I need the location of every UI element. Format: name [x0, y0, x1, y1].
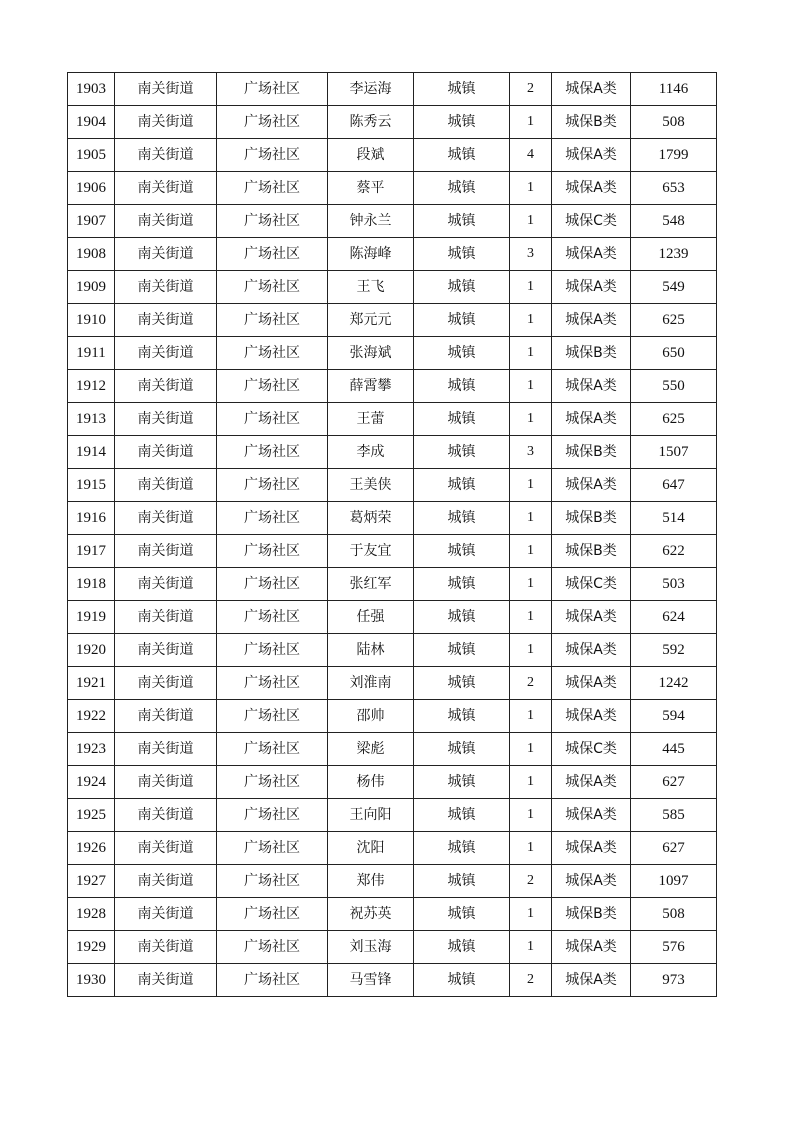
amount-cell: 592 [631, 634, 717, 667]
household-size-cell: 1 [510, 601, 552, 634]
amount-cell: 650 [631, 337, 717, 370]
name-cell: 张红军 [328, 568, 414, 601]
insurance-category-cell: 城保C类 [552, 733, 631, 766]
household-type-cell: 城镇 [414, 799, 510, 832]
name-cell: 钟永兰 [328, 205, 414, 238]
table-body [68, 73, 717, 997]
insurance-category-cell: 城保A类 [552, 931, 631, 964]
table-row [68, 931, 717, 964]
insurance-category-cell: 城保B类 [552, 898, 631, 931]
household-size-cell: 2 [510, 964, 552, 997]
community-cell: 广场社区 [217, 964, 328, 997]
household-size-cell: 2 [510, 865, 552, 898]
table-row [68, 865, 717, 898]
household-size-cell: 1 [510, 799, 552, 832]
insurance-category-cell: 城保A类 [552, 271, 631, 304]
row-number-cell: 1915 [68, 469, 115, 502]
community-cell: 广场社区 [217, 766, 328, 799]
street-office-cell: 南关街道 [115, 601, 217, 634]
household-size-cell: 2 [510, 667, 552, 700]
amount-cell: 576 [631, 931, 717, 964]
household-type-cell: 城镇 [414, 172, 510, 205]
community-cell: 广场社区 [217, 304, 328, 337]
row-number-cell: 1928 [68, 898, 115, 931]
name-cell: 马雪锋 [328, 964, 414, 997]
row-number-cell: 1920 [68, 634, 115, 667]
name-cell: 杨伟 [328, 766, 414, 799]
household-size-cell: 1 [510, 733, 552, 766]
household-size-cell: 3 [510, 436, 552, 469]
household-size-cell: 1 [510, 700, 552, 733]
amount-cell: 1146 [631, 73, 717, 106]
name-cell: 王向阳 [328, 799, 414, 832]
table-row [68, 898, 717, 931]
household-size-cell: 1 [510, 337, 552, 370]
table-row [68, 733, 717, 766]
insurance-category-cell: 城保A类 [552, 832, 631, 865]
table-row [68, 799, 717, 832]
community-cell: 广场社区 [217, 667, 328, 700]
community-cell: 广场社区 [217, 601, 328, 634]
household-type-cell: 城镇 [414, 898, 510, 931]
row-number-cell: 1927 [68, 865, 115, 898]
insurance-category-cell: 城保A类 [552, 370, 631, 403]
name-cell: 李成 [328, 436, 414, 469]
table-row [68, 535, 717, 568]
street-office-cell: 南关街道 [115, 304, 217, 337]
household-type-cell: 城镇 [414, 139, 510, 172]
row-number-cell: 1907 [68, 205, 115, 238]
name-cell: 段斌 [328, 139, 414, 172]
name-cell: 李运海 [328, 73, 414, 106]
household-size-cell: 1 [510, 634, 552, 667]
community-cell: 广场社区 [217, 898, 328, 931]
insurance-category-cell: 城保A类 [552, 172, 631, 205]
table-row [68, 766, 717, 799]
street-office-cell: 南关街道 [115, 469, 217, 502]
street-office-cell: 南关街道 [115, 766, 217, 799]
community-cell: 广场社区 [217, 700, 328, 733]
community-cell: 广场社区 [217, 469, 328, 502]
street-office-cell: 南关街道 [115, 799, 217, 832]
row-number-cell: 1923 [68, 733, 115, 766]
street-office-cell: 南关街道 [115, 172, 217, 205]
row-number-cell: 1904 [68, 106, 115, 139]
table-row [68, 304, 717, 337]
amount-cell: 1239 [631, 238, 717, 271]
household-type-cell: 城镇 [414, 370, 510, 403]
household-size-cell: 1 [510, 271, 552, 304]
community-cell: 广场社区 [217, 73, 328, 106]
row-number-cell: 1924 [68, 766, 115, 799]
row-number-cell: 1914 [68, 436, 115, 469]
household-size-cell: 1 [510, 205, 552, 238]
amount-cell: 548 [631, 205, 717, 238]
street-office-cell: 南关街道 [115, 139, 217, 172]
household-size-cell: 3 [510, 238, 552, 271]
amount-cell: 1799 [631, 139, 717, 172]
table-row [68, 403, 717, 436]
insurance-category-cell: 城保B类 [552, 106, 631, 139]
amount-cell: 1242 [631, 667, 717, 700]
household-type-cell: 城镇 [414, 271, 510, 304]
street-office-cell: 南关街道 [115, 403, 217, 436]
insurance-category-cell: 城保C类 [552, 568, 631, 601]
street-office-cell: 南关街道 [115, 271, 217, 304]
amount-cell: 622 [631, 535, 717, 568]
household-type-cell: 城镇 [414, 964, 510, 997]
household-size-cell: 1 [510, 106, 552, 139]
insurance-category-cell: 城保A类 [552, 139, 631, 172]
amount-cell: 503 [631, 568, 717, 601]
row-number-cell: 1909 [68, 271, 115, 304]
community-cell: 广场社区 [217, 271, 328, 304]
street-office-cell: 南关街道 [115, 238, 217, 271]
table-row [68, 634, 717, 667]
table-row [68, 832, 717, 865]
data-table [67, 72, 717, 997]
household-type-cell: 城镇 [414, 832, 510, 865]
insurance-category-cell: 城保B类 [552, 436, 631, 469]
name-cell: 蔡平 [328, 172, 414, 205]
name-cell: 王美侠 [328, 469, 414, 502]
amount-cell: 585 [631, 799, 717, 832]
community-cell: 广场社区 [217, 799, 328, 832]
street-office-cell: 南关街道 [115, 931, 217, 964]
street-office-cell: 南关街道 [115, 436, 217, 469]
insurance-category-cell: 城保A类 [552, 667, 631, 700]
street-office-cell: 南关街道 [115, 733, 217, 766]
household-type-cell: 城镇 [414, 568, 510, 601]
row-number-cell: 1913 [68, 403, 115, 436]
household-type-cell: 城镇 [414, 700, 510, 733]
table-row [68, 337, 717, 370]
household-type-cell: 城镇 [414, 634, 510, 667]
household-type-cell: 城镇 [414, 205, 510, 238]
name-cell: 陆林 [328, 634, 414, 667]
name-cell: 王蕾 [328, 403, 414, 436]
street-office-cell: 南关街道 [115, 964, 217, 997]
insurance-category-cell: 城保A类 [552, 799, 631, 832]
household-size-cell: 1 [510, 931, 552, 964]
row-number-cell: 1922 [68, 700, 115, 733]
insurance-category-cell: 城保A类 [552, 238, 631, 271]
table-row [68, 106, 717, 139]
row-number-cell: 1912 [68, 370, 115, 403]
household-size-cell: 4 [510, 139, 552, 172]
amount-cell: 625 [631, 304, 717, 337]
community-cell: 广场社区 [217, 931, 328, 964]
community-cell: 广场社区 [217, 403, 328, 436]
row-number-cell: 1930 [68, 964, 115, 997]
amount-cell: 594 [631, 700, 717, 733]
name-cell: 刘淮南 [328, 667, 414, 700]
household-type-cell: 城镇 [414, 502, 510, 535]
row-number-cell: 1906 [68, 172, 115, 205]
street-office-cell: 南关街道 [115, 502, 217, 535]
name-cell: 薛霄攀 [328, 370, 414, 403]
insurance-category-cell: 城保A类 [552, 403, 631, 436]
community-cell: 广场社区 [217, 568, 328, 601]
community-cell: 广场社区 [217, 502, 328, 535]
street-office-cell: 南关街道 [115, 205, 217, 238]
row-number-cell: 1919 [68, 601, 115, 634]
table-row [68, 601, 717, 634]
name-cell: 沈阳 [328, 832, 414, 865]
table-row [68, 568, 717, 601]
household-size-cell: 1 [510, 535, 552, 568]
table-row [68, 700, 717, 733]
household-type-cell: 城镇 [414, 436, 510, 469]
street-office-cell: 南关街道 [115, 898, 217, 931]
household-size-cell: 1 [510, 502, 552, 535]
community-cell: 广场社区 [217, 832, 328, 865]
name-cell: 陈海峰 [328, 238, 414, 271]
community-cell: 广场社区 [217, 238, 328, 271]
street-office-cell: 南关街道 [115, 337, 217, 370]
name-cell: 张海斌 [328, 337, 414, 370]
community-cell: 广场社区 [217, 436, 328, 469]
household-type-cell: 城镇 [414, 238, 510, 271]
amount-cell: 625 [631, 403, 717, 436]
street-office-cell: 南关街道 [115, 106, 217, 139]
household-size-cell: 1 [510, 568, 552, 601]
street-office-cell: 南关街道 [115, 634, 217, 667]
insurance-category-cell: 城保A类 [552, 700, 631, 733]
amount-cell: 627 [631, 832, 717, 865]
household-type-cell: 城镇 [414, 667, 510, 700]
household-type-cell: 城镇 [414, 601, 510, 634]
community-cell: 广场社区 [217, 139, 328, 172]
household-size-cell: 1 [510, 403, 552, 436]
street-office-cell: 南关街道 [115, 667, 217, 700]
name-cell: 于友宜 [328, 535, 414, 568]
community-cell: 广场社区 [217, 337, 328, 370]
insurance-category-cell: 城保A类 [552, 601, 631, 634]
community-cell: 广场社区 [217, 733, 328, 766]
street-office-cell: 南关街道 [115, 568, 217, 601]
name-cell: 梁彪 [328, 733, 414, 766]
amount-cell: 653 [631, 172, 717, 205]
row-number-cell: 1908 [68, 238, 115, 271]
row-number-cell: 1917 [68, 535, 115, 568]
household-size-cell: 1 [510, 370, 552, 403]
name-cell: 陈秀云 [328, 106, 414, 139]
table-row [68, 139, 717, 172]
row-number-cell: 1916 [68, 502, 115, 535]
table-row [68, 502, 717, 535]
household-type-cell: 城镇 [414, 469, 510, 502]
name-cell: 葛炳荣 [328, 502, 414, 535]
community-cell: 广场社区 [217, 205, 328, 238]
insurance-category-cell: 城保A类 [552, 766, 631, 799]
row-number-cell: 1925 [68, 799, 115, 832]
table-row [68, 370, 717, 403]
row-number-cell: 1903 [68, 73, 115, 106]
name-cell: 刘玉海 [328, 931, 414, 964]
amount-cell: 514 [631, 502, 717, 535]
amount-cell: 973 [631, 964, 717, 997]
household-size-cell: 1 [510, 898, 552, 931]
table-row [68, 73, 717, 106]
street-office-cell: 南关街道 [115, 370, 217, 403]
table-row [68, 436, 717, 469]
community-cell: 广场社区 [217, 106, 328, 139]
household-size-cell: 1 [510, 832, 552, 865]
insurance-category-cell: 城保A类 [552, 73, 631, 106]
household-size-cell: 1 [510, 766, 552, 799]
name-cell: 任强 [328, 601, 414, 634]
row-number-cell: 1918 [68, 568, 115, 601]
insurance-category-cell: 城保A类 [552, 634, 631, 667]
name-cell: 郑伟 [328, 865, 414, 898]
amount-cell: 549 [631, 271, 717, 304]
name-cell: 王飞 [328, 271, 414, 304]
row-number-cell: 1929 [68, 931, 115, 964]
insurance-category-cell: 城保A类 [552, 964, 631, 997]
household-type-cell: 城镇 [414, 403, 510, 436]
amount-cell: 647 [631, 469, 717, 502]
community-cell: 广场社区 [217, 865, 328, 898]
table-row [68, 172, 717, 205]
name-cell: 邵帅 [328, 700, 414, 733]
amount-cell: 624 [631, 601, 717, 634]
table-row [68, 271, 717, 304]
table-row [68, 238, 717, 271]
community-cell: 广场社区 [217, 535, 328, 568]
row-number-cell: 1926 [68, 832, 115, 865]
street-office-cell: 南关街道 [115, 865, 217, 898]
row-number-cell: 1910 [68, 304, 115, 337]
row-number-cell: 1905 [68, 139, 115, 172]
household-size-cell: 1 [510, 469, 552, 502]
household-size-cell: 1 [510, 304, 552, 337]
table-row [68, 667, 717, 700]
insurance-category-cell: 城保A类 [552, 304, 631, 337]
name-cell: 郑元元 [328, 304, 414, 337]
household-type-cell: 城镇 [414, 733, 510, 766]
amount-cell: 508 [631, 106, 717, 139]
household-type-cell: 城镇 [414, 337, 510, 370]
household-type-cell: 城镇 [414, 73, 510, 106]
amount-cell: 445 [631, 733, 717, 766]
insurance-category-cell: 城保A类 [552, 865, 631, 898]
household-type-cell: 城镇 [414, 106, 510, 139]
insurance-category-cell: 城保A类 [552, 469, 631, 502]
household-type-cell: 城镇 [414, 766, 510, 799]
amount-cell: 1097 [631, 865, 717, 898]
street-office-cell: 南关街道 [115, 535, 217, 568]
table-row [68, 205, 717, 238]
insurance-category-cell: 城保C类 [552, 205, 631, 238]
amount-cell: 1507 [631, 436, 717, 469]
community-cell: 广场社区 [217, 172, 328, 205]
household-size-cell: 2 [510, 73, 552, 106]
street-office-cell: 南关街道 [115, 832, 217, 865]
insurance-category-cell: 城保B类 [552, 337, 631, 370]
household-type-cell: 城镇 [414, 931, 510, 964]
community-cell: 广场社区 [217, 634, 328, 667]
household-type-cell: 城镇 [414, 304, 510, 337]
name-cell: 祝苏英 [328, 898, 414, 931]
community-cell: 广场社区 [217, 370, 328, 403]
household-type-cell: 城镇 [414, 865, 510, 898]
amount-cell: 550 [631, 370, 717, 403]
street-office-cell: 南关街道 [115, 73, 217, 106]
amount-cell: 627 [631, 766, 717, 799]
row-number-cell: 1911 [68, 337, 115, 370]
household-type-cell: 城镇 [414, 535, 510, 568]
household-size-cell: 1 [510, 172, 552, 205]
amount-cell: 508 [631, 898, 717, 931]
row-number-cell: 1921 [68, 667, 115, 700]
table-row [68, 964, 717, 997]
street-office-cell: 南关街道 [115, 700, 217, 733]
insurance-category-cell: 城保B类 [552, 502, 631, 535]
table-row [68, 469, 717, 502]
insurance-category-cell: 城保B类 [552, 535, 631, 568]
